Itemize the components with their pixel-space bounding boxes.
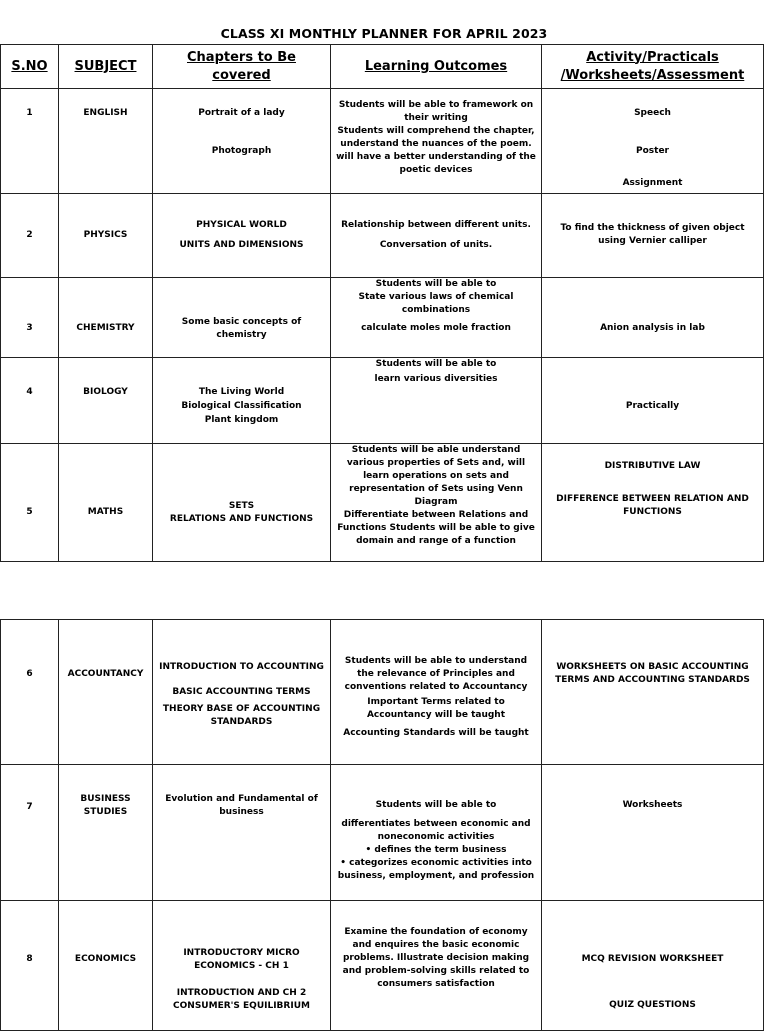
table-row <box>1 278 764 358</box>
row-sno: 8 <box>1 901 59 1031</box>
row-activity <box>542 765 764 901</box>
row-outcomes <box>331 620 542 765</box>
row-subject: ECONOMICS <box>59 901 153 1031</box>
table-row <box>1 901 764 1031</box>
outcome-item: Important Terms related to Accountancy will be taught <box>366 697 508 720</box>
chapter-item: SETS <box>228 501 255 511</box>
row-sno: 4 <box>1 358 59 444</box>
outcome-item: • defines the term business <box>365 845 507 855</box>
row-sno: 5 <box>1 444 59 562</box>
row-subject: ENGLISH <box>59 89 153 194</box>
row-chapters <box>153 194 331 278</box>
row-activity <box>542 620 764 765</box>
chapter-item: Biological Classification <box>181 401 302 411</box>
outcome-item: Students will be able understand various properties of Sets and, will learn operations on sets and representation of Sets using Venn Diagram <box>346 445 529 507</box>
row-outcomes <box>331 358 542 444</box>
outcome-item: Students will be able to understand the relevance of Principles and conventions related to Accountancy <box>344 656 531 692</box>
row-activity <box>542 444 764 562</box>
row-chapters <box>153 278 331 358</box>
row-chapters <box>153 444 331 562</box>
row-activity <box>542 358 764 444</box>
outcome-item: Students will comprehend the chapter, understand the nuances of the poem. <box>337 126 538 149</box>
table-row <box>1 89 764 194</box>
chapter-item: Evolution and Fundamental of business <box>165 794 321 817</box>
chapter-item: Some basic concepts of chemistry <box>181 317 305 340</box>
activity-item: DISTRIBUTIVE LAW <box>604 461 701 471</box>
activity-item: QUIZ QUESTIONS <box>609 1000 696 1010</box>
activity-item: DIFFERENCE BETWEEN RELATION AND FUNCTIONS <box>556 494 752 517</box>
row-subject: CHEMISTRY <box>59 278 153 358</box>
header-sno: S.NO <box>1 45 59 89</box>
row-sno: 1 <box>1 89 59 194</box>
table-row <box>1 194 764 278</box>
row-outcomes <box>331 194 542 278</box>
table-row <box>1 765 764 901</box>
chapter-item: INTRODUCTION AND CH 2 CONSUMER'S EQUILIBRIUM <box>173 988 310 1011</box>
table-row <box>1 444 764 562</box>
header-outcomes: Learning Outcomes <box>331 45 542 89</box>
header-chapters: Chapters to Be covered <box>153 45 331 89</box>
chapter-item: INTRODUCTION TO ACCOUNTING <box>159 662 324 672</box>
row-chapters <box>153 89 331 194</box>
row-activity <box>542 194 764 278</box>
activity-item: Anion analysis in lab <box>600 323 705 333</box>
row-subject: BIOLOGY <box>59 358 153 444</box>
row-outcomes <box>331 444 542 562</box>
row-chapters <box>153 901 331 1031</box>
chapter-item: Portrait of a lady <box>198 108 285 118</box>
chapter-item: Plant kingdom <box>204 415 279 425</box>
outcome-item: will have a better understanding of the poetic devices <box>336 152 540 175</box>
row-subject: BUSINESS STUDIES <box>59 765 153 901</box>
row-subject: PHYSICS <box>59 194 153 278</box>
chapter-item: UNITS AND DIMENSIONS <box>179 240 304 250</box>
outcome-item: calculate moles mole fraction <box>361 323 511 333</box>
row-chapters <box>153 620 331 765</box>
planner-table-2 <box>0 619 764 1031</box>
header-activity: Activity/Practicals /Worksheets/Assessment <box>542 45 764 89</box>
row-sno: 3 <box>1 278 59 358</box>
activity-item: MCQ REVISION WORKSHEET <box>581 954 724 964</box>
row-outcomes <box>331 765 542 901</box>
row-subject: MATHS <box>59 444 153 562</box>
outcome-item: • categorizes economic activities into business, employment, and profession <box>337 858 535 881</box>
outcome-item: Examine the foundation of economy and enquires the basic economic problems. Illustrate decision making and problem-solving skills related to consumers satisfaction <box>342 927 533 989</box>
row-chapters <box>153 765 331 901</box>
row-activity <box>542 89 764 194</box>
row-activity <box>542 901 764 1031</box>
outcome-item: Differentiate between Relations and Functions Students will be able to give domain and range of a function <box>337 510 538 546</box>
outcome-item: State various laws of chemical combinations <box>358 292 517 315</box>
chapter-item: BASIC ACCOUNTING TERMS <box>172 687 311 697</box>
row-outcomes <box>331 278 542 358</box>
row-sno: 6 <box>1 620 59 765</box>
activity-item: Poster <box>636 146 669 156</box>
outcome-item: Students will be able to <box>375 800 497 810</box>
row-sno: 7 <box>1 765 59 901</box>
header-row <box>1 45 764 89</box>
outcome-item: Accounting Standards will be taught <box>343 728 529 738</box>
row-subject: ACCOUNTANCY <box>59 620 153 765</box>
chapter-item: PHYSICAL WORLD <box>196 220 287 230</box>
chapter-item: THEORY BASE OF ACCOUNTING STANDARDS <box>162 704 324 727</box>
outcome-item: differentiates between economic and noneconomic activities <box>341 819 534 842</box>
chapter-item: The Living World <box>198 387 285 397</box>
outcome-item: Conversation of units. <box>379 240 493 250</box>
planner-table-1 <box>0 44 764 562</box>
activity-item: To find the thickness of given object using Vernier calliper <box>560 223 748 246</box>
outcome-item: Students will be able to <box>375 359 497 369</box>
outcome-item: Relationship between different units. <box>341 220 531 230</box>
chapter-item: INTRODUCTORY MICRO ECONOMICS - CH 1 <box>183 948 303 971</box>
outcome-item: Students will be able to framework on their writing <box>338 100 537 123</box>
activity-item: WORKSHEETS ON BASIC ACCOUNTING TERMS AND ACCOUNTING STANDARDS <box>555 662 752 685</box>
activity-item: Speech <box>634 108 671 118</box>
outcome-item: Students will be able to <box>375 279 497 289</box>
chapter-item: Photograph <box>211 146 272 156</box>
row-outcomes <box>331 901 542 1031</box>
page-title: CLASS XI MONTHLY PLANNER FOR APRIL 2023 <box>220 26 548 41</box>
row-sno: 2 <box>1 194 59 278</box>
row-chapters <box>153 358 331 444</box>
outcome-item: learn various diversities <box>374 374 498 384</box>
table-row <box>1 358 764 444</box>
header-subject: SUBJECT <box>59 45 153 89</box>
activity-item: Worksheets <box>622 800 683 810</box>
table-row <box>1 620 764 765</box>
activity-item: Assignment <box>622 178 683 188</box>
row-outcomes <box>331 89 542 194</box>
chapter-item: RELATIONS AND FUNCTIONS <box>169 514 314 524</box>
activity-item: Practically <box>625 401 680 411</box>
row-activity <box>542 278 764 358</box>
